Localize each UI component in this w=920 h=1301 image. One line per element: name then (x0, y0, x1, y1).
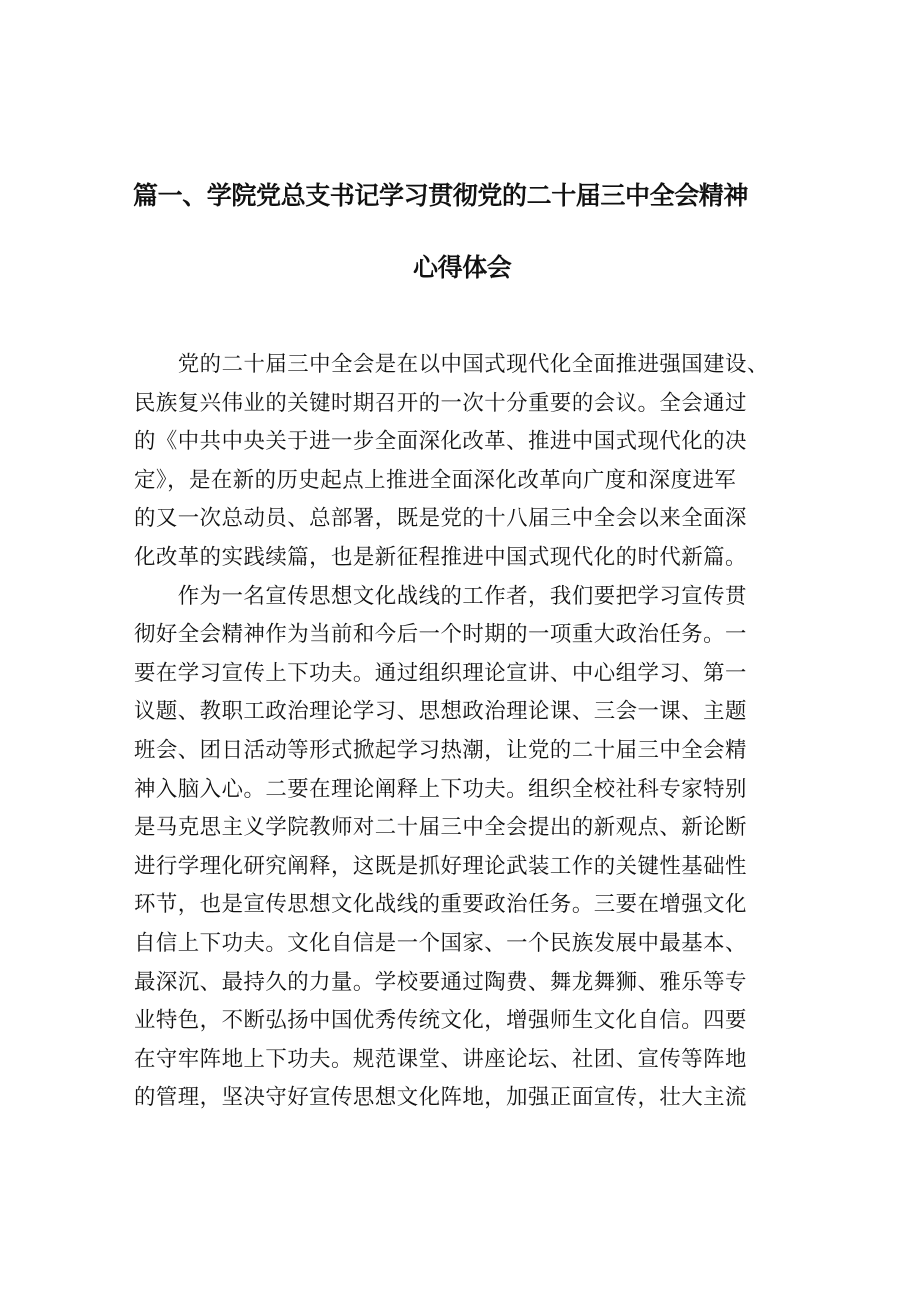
paragraph-1 (134, 346, 802, 578)
paragraph-line: 化改革的实践续篇，也是新征程推进中国式现代化的时代新篇。 (134, 544, 747, 570)
paragraph-line: 进行学理化研究阐释，这既是抓好理论武装工作的关键性基础性 (134, 853, 747, 879)
paragraph-line: 议题、教职工政治理论学习、思想政治理论课、三会一课、主题 (134, 699, 747, 725)
paragraph-line: 作为一名宣传思想文化战线的工作者，我们要把学习宣传贯 (134, 583, 747, 609)
paragraph-2 (134, 578, 802, 1118)
paragraph-line: 的《中共中央关于进一步全面深化改革、推进中国式现代化的决 (134, 429, 747, 455)
paragraph-line: 班会、团日活动等形式掀起学习热潮，让党的二十届三中全会精 (134, 737, 747, 763)
paragraph-line: 最深沉、最持久的力量。学校要通过陶费、舞龙舞狮、雅乐等专 (134, 969, 747, 995)
document-title-line-1: 篇一、学院党总支书记学习贯彻党的二十届三中全会精神 (133, 181, 749, 210)
paragraph-line: 的管理，坚决守好宣传思想文化阵地，加强正面宣传，壮大主流 (134, 1085, 747, 1111)
paragraph-line: 民族复兴伟业的关键时期召开的一次十分重要的会议。全会通过 (134, 390, 747, 416)
paragraph-line: 神入脑入心。二要在理论阐释上下功夫。组织全校社科专家特别 (134, 776, 747, 802)
paragraph-line: 环节，也是宣传思想文化战线的重要政治任务。三要在增强文化 (134, 892, 747, 918)
paragraph-line: 彻好全会精神作为当前和今后一个时期的一项重大政治任务。一 (134, 622, 747, 648)
paragraph-line: 党的二十届三中全会是在以中国式现代化全面推进强国建设、 (134, 352, 769, 377)
document-body (134, 346, 802, 1118)
paragraph-line: 在守牢阵地上下功夫。规范课堂、讲座论坛、社团、宣传等阵地 (134, 1046, 747, 1072)
paragraph-line: 业特色，不断弘扬中国优秀传统文化，增强师生文化自信。四要 (134, 1008, 747, 1034)
paragraph-line: 的又一次总动员、总部署，既是党的十八届三中全会以来全面深 (134, 506, 747, 532)
document-title-line-2: 心得体会 (413, 253, 512, 282)
paragraph-line: 定》，是在新的历史起点上推进全面深化改革向广度和深度进军 (134, 467, 737, 493)
paragraph-line: 自信上下功夫。文化自信是一个国家、一个民族发展中最基本、 (134, 930, 747, 956)
paragraph-line: 是马克思主义学院教师对二十届三中全会提出的新观点、新论断 (134, 815, 747, 841)
paragraph-line: 要在学习宣传上下功夫。通过组织理论宣讲、中心组学习、第一 (134, 660, 747, 686)
